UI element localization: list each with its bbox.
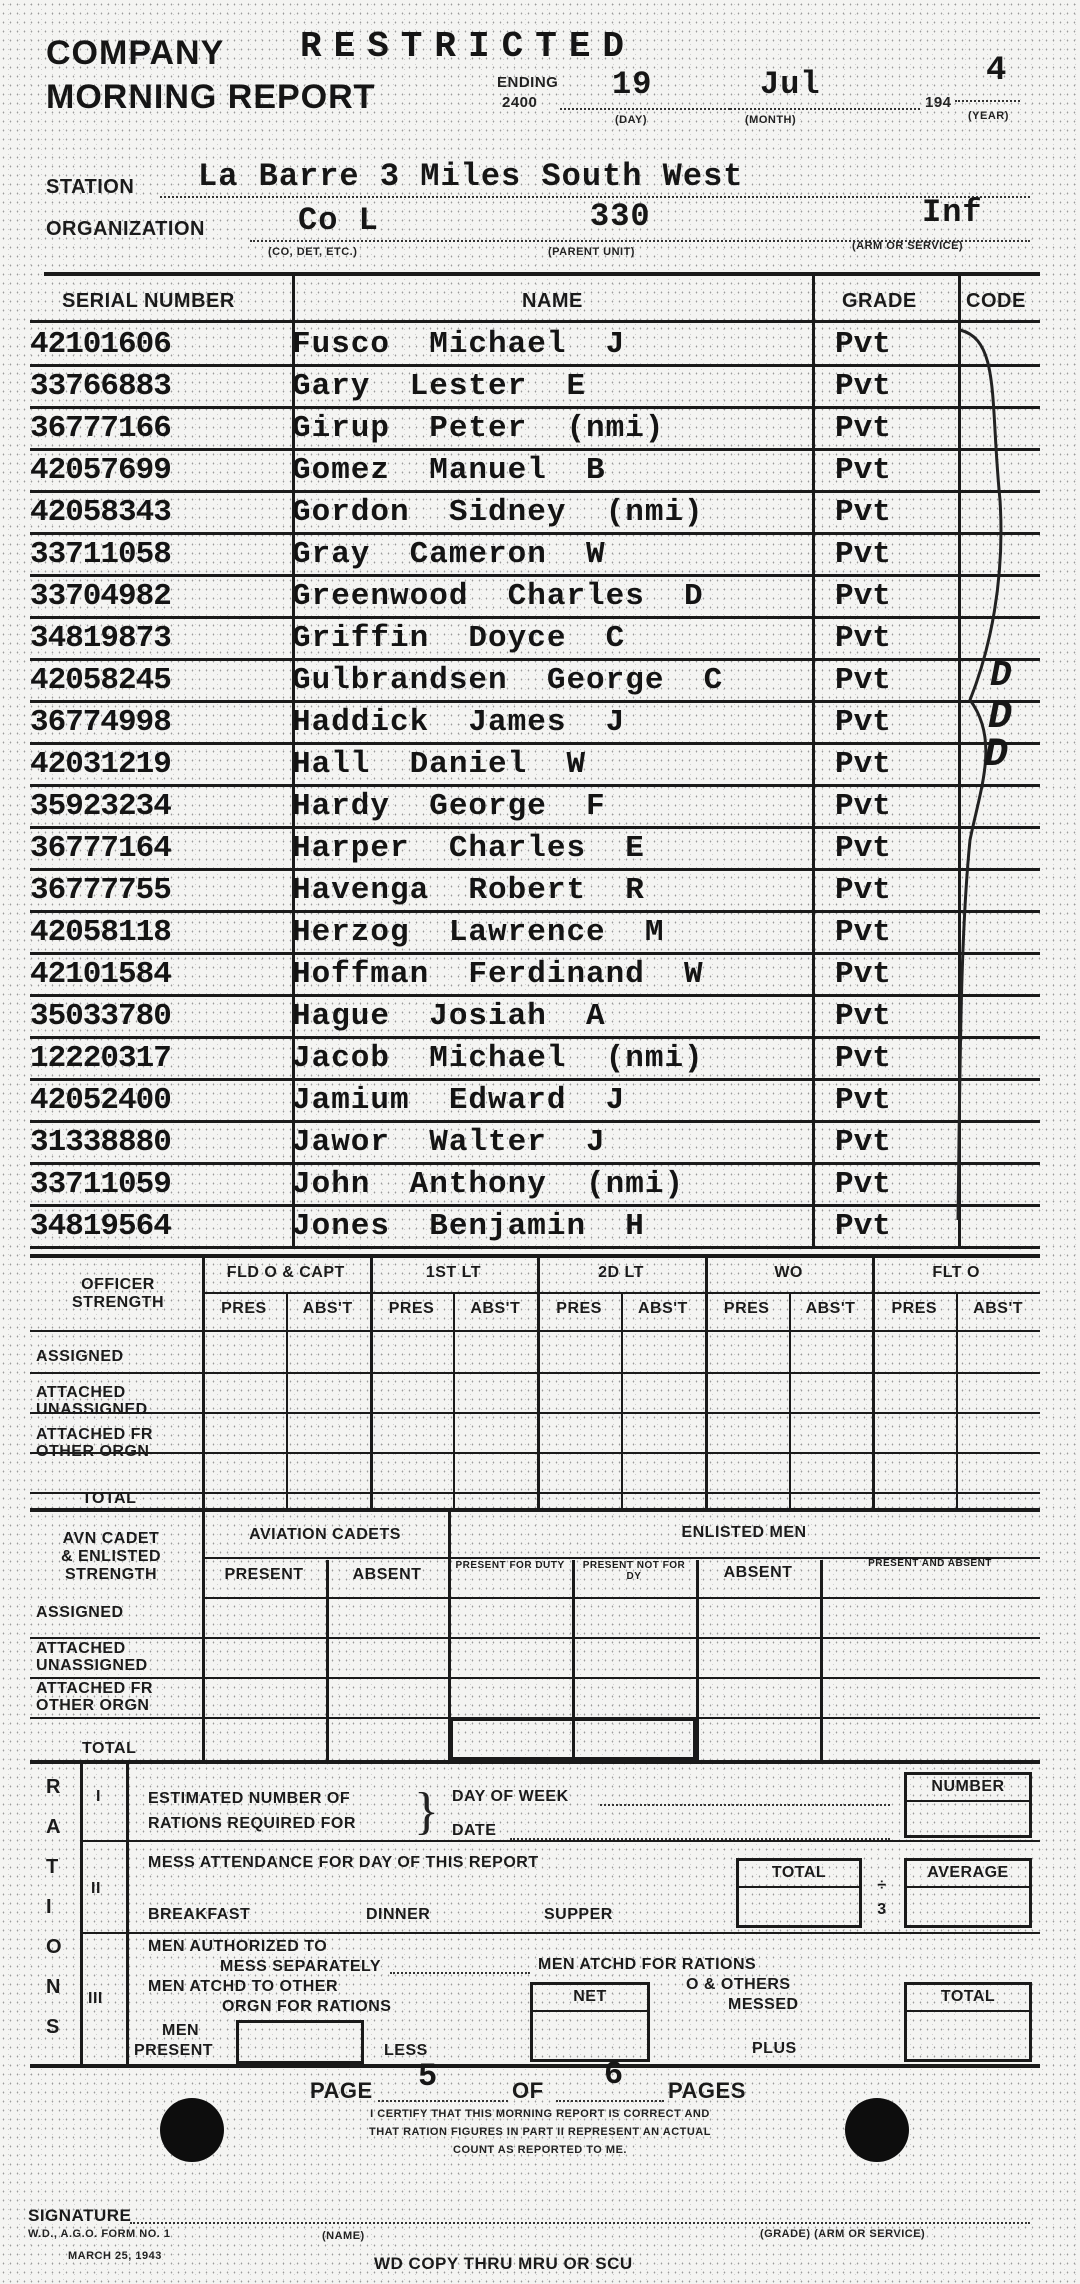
roster-grade: Pvt <box>835 453 891 488</box>
net-label: NET <box>573 1988 607 2005</box>
rations-side-letter: S <box>46 2016 60 2038</box>
roster-serial: 42052400 <box>30 1083 171 1118</box>
roster-name: Jacob Michael (nmi) <box>292 1041 704 1076</box>
mess-attendance-label: MESS ATTENDANCE FOR DAY OF THIS REPORT <box>148 1854 539 1871</box>
roster-row <box>30 1207 1040 1249</box>
roster-row <box>30 619 1040 661</box>
roster-serial: 33711059 <box>30 1167 171 1202</box>
roster-name: Harper Charles E <box>292 831 645 866</box>
certify-line-2: THAT RATION FIGURES IN PART II REPRESENT AN ACTUAL <box>369 2126 711 2138</box>
present-and-absent-label: PRESENT AND ABSENT <box>868 1558 992 1569</box>
roster-serial: 42101584 <box>30 957 171 992</box>
name-caption: (NAME) <box>322 2230 365 2242</box>
present-for-duty-label: PRESENT FOR DUTY <box>455 1560 565 1571</box>
officer-present-label: PRES <box>723 1300 770 1317</box>
roster-grade: Pvt <box>835 789 891 824</box>
organization-unit: Co L <box>298 202 379 239</box>
cadet-present-label: PRESENT <box>224 1566 304 1583</box>
roster-serial: 33711058 <box>30 537 171 572</box>
grade-arm-caption: (GRADE) (ARM OR SERVICE) <box>760 2228 926 2240</box>
roster-row <box>30 997 1040 1039</box>
certify-line-3: COUNT AS REPORTED TO ME. <box>453 2144 627 2156</box>
rations-side-letter: A <box>46 1816 61 1838</box>
unit-caption: (CO, DET, ETC.) <box>268 246 358 258</box>
roster-grade: Pvt <box>835 1041 891 1076</box>
roster-grade: Pvt <box>835 1083 891 1118</box>
roster-row <box>30 493 1040 535</box>
roster-serial: 36777755 <box>30 873 171 908</box>
roster-serial: 42057699 <box>30 453 171 488</box>
roster-row <box>30 367 1040 409</box>
messed-label: MESSED <box>728 1996 799 2013</box>
roster-serial: 34819564 <box>30 1209 171 1244</box>
cadet-absent-label: ABSENT <box>352 1566 422 1583</box>
roster-name: Gomez Manuel B <box>292 453 606 488</box>
roster-name: John Anthony (nmi) <box>292 1167 685 1202</box>
plus-label: PLUS <box>752 2040 797 2057</box>
roster-row <box>30 955 1040 997</box>
roster-grade: Pvt <box>835 957 891 992</box>
form-title-company: COMPANY <box>46 34 225 72</box>
enlisted-strength-title: AVN CADET & ENLISTED STRENGTH <box>60 1530 162 1583</box>
roster-serial: 12220317 <box>30 1041 171 1076</box>
officer-present-label: PRES <box>221 1300 267 1317</box>
col-header-serial: SERIAL NUMBER <box>62 290 235 312</box>
form-title-morning-report: MORNING REPORT <box>46 78 376 116</box>
total-rations-label: TOTAL <box>940 1988 996 2005</box>
roster-serial: 42101606 <box>30 327 171 362</box>
men-present-line1: MEN <box>162 2022 200 2039</box>
roster-grade: Pvt <box>835 1125 891 1160</box>
breakfast-label: BREAKFAST <box>148 1906 251 1923</box>
roster-grade: Pvt <box>835 999 891 1034</box>
enlisted-row-attached-unassigned: ATTACHED UNASSIGNED <box>36 1640 148 1674</box>
roster-name: Herzog Lawrence M <box>292 915 665 950</box>
officer-row-attached-unassigned: ATTACHED UNASSIGNED <box>36 1384 148 1418</box>
code-mark-3: D <box>984 733 1010 778</box>
officer-present-label: PRES <box>388 1300 435 1317</box>
rations-side-letter: N <box>46 1976 61 1998</box>
roster-row <box>30 451 1040 493</box>
roster-grade: Pvt <box>835 537 891 572</box>
rations-side-letter: O <box>46 1936 63 1958</box>
officer-absent-label: ABS'T <box>302 1300 353 1317</box>
dinner-label: DINNER <box>366 1906 431 1923</box>
roster-name: Hoffman Ferdinand W <box>292 957 704 992</box>
roster-name: Gray Cameron W <box>292 537 606 572</box>
certify-line-1: I CERTIFY THAT THIS MORNING REPORT IS CORRECT AND <box>370 2108 710 2120</box>
total-pages-number: 6 <box>604 2056 625 2093</box>
roster-serial: 31338880 <box>30 1125 171 1160</box>
form-date: MARCH 25, 1943 <box>68 2250 162 2262</box>
parent-caption: (PARENT UNIT) <box>548 246 635 258</box>
report-year-digit: 4 <box>986 52 1008 90</box>
officer-present-label: PRES <box>556 1300 602 1317</box>
roster-name: Griffin Doyce C <box>292 621 626 656</box>
enlisted-absent-label: ABSENT <box>723 1564 793 1581</box>
station-value: La Barre 3 Miles South West <box>198 158 744 195</box>
enlisted-row-attached-other: ATTACHED FR OTHER ORGN <box>36 1680 153 1714</box>
organization-arm: Inf <box>922 194 983 231</box>
men-authorized-line1: MEN AUTHORIZED TO <box>148 1938 328 1955</box>
code-bracket-mark <box>930 320 1040 1250</box>
roster-serial: 42058245 <box>30 663 171 698</box>
rations-side-letter: T <box>46 1856 59 1878</box>
year-prefix: 194 <box>925 94 952 111</box>
average-label: AVERAGE <box>927 1864 1009 1881</box>
roster-name: Gary Lester E <box>292 369 587 404</box>
roster-row <box>30 535 1040 577</box>
binder-hole-left <box>160 2098 224 2162</box>
pages-label: PAGES <box>668 2078 746 2103</box>
o-and-others-label: O & OTHERS <box>686 1976 791 1993</box>
code-mark-2: D <box>988 695 1014 740</box>
roster-serial: 42058118 <box>30 915 171 950</box>
roster-grade: Pvt <box>835 327 891 362</box>
roster-name: Jones Benjamin H <box>292 1209 645 1244</box>
signature-label: SIGNATURE <box>28 2206 132 2225</box>
men-present-box <box>236 2020 364 2064</box>
roster-name: Gulbrandsen George C <box>292 663 724 698</box>
roster-serial: 42031219 <box>30 747 171 782</box>
restricted-stamp: RESTRICTED <box>300 26 637 67</box>
officer-row-total: TOTAL <box>82 1490 137 1507</box>
present-not-for-duty-label: PRESENT NOT FOR DY <box>582 1560 686 1582</box>
date-label: DATE <box>452 1822 497 1839</box>
roster-row <box>30 1039 1040 1081</box>
roster-grade: Pvt <box>835 1167 891 1202</box>
ending-label: ENDING <box>497 74 559 91</box>
officer-group-label: 1ST LT <box>425 1264 481 1281</box>
estimated-rations-line1: ESTIMATED NUMBER OF <box>148 1790 351 1807</box>
roster-row <box>30 829 1040 871</box>
roster-name: Gordon Sidney (nmi) <box>292 495 704 530</box>
roster-grade: Pvt <box>835 495 891 530</box>
roster-grade: Pvt <box>835 579 891 614</box>
roster-name: Hall Daniel W <box>292 747 587 782</box>
brace-icon: } <box>414 1783 439 1840</box>
rations-side-letter: I <box>46 1896 53 1918</box>
rations-side-letter: R <box>46 1776 61 1798</box>
col-header-code: CODE <box>966 290 1026 312</box>
roster-row <box>30 409 1040 451</box>
total-duty-box <box>450 1718 696 1760</box>
officer-absent-label: ABS'T <box>805 1300 856 1317</box>
month-caption: (MONTH) <box>745 114 797 126</box>
roster-row <box>30 745 1040 787</box>
enlisted-men-label: ENLISTED MEN <box>681 1524 807 1541</box>
roster-row <box>30 1081 1040 1123</box>
roster-grade: Pvt <box>835 747 891 782</box>
roster-grade: Pvt <box>835 831 891 866</box>
roster-grade: Pvt <box>835 663 891 698</box>
roster-grade: Pvt <box>835 873 891 908</box>
roster-row <box>30 913 1040 955</box>
col-header-name: NAME <box>522 290 583 312</box>
supper-label: SUPPER <box>544 1906 613 1923</box>
roster-row <box>30 787 1040 829</box>
binder-hole-right <box>845 2098 909 2162</box>
report-month: Jul <box>760 66 821 103</box>
officer-strength-title: OFFICER STRENGTH <box>72 1276 164 1311</box>
code-mark-1: D <box>990 655 1013 696</box>
station-label: STATION <box>46 176 135 198</box>
roster-serial: 33704982 <box>30 579 171 614</box>
officer-absent-label: ABS'T <box>973 1300 1024 1317</box>
enlisted-row-total: TOTAL <box>82 1740 137 1757</box>
year-caption: (YEAR) <box>968 110 1009 122</box>
number-label: NUMBER <box>931 1778 1005 1795</box>
aviation-cadets-label: AVIATION CADETS <box>249 1526 401 1543</box>
roster-name: Hardy George F <box>292 789 606 824</box>
roster-serial: 36777166 <box>30 411 171 446</box>
roster-name: Hague Josiah A <box>292 999 606 1034</box>
roster-name: Haddick James J <box>292 705 626 740</box>
ending-time: 2400 <box>502 94 538 111</box>
men-atchd-other-line1: MEN ATCHD TO OTHER <box>148 1978 339 1995</box>
roster-serial: 33766883 <box>30 369 171 404</box>
wd-copy-label: WD COPY THRU MRU OR SCU <box>374 2254 633 2273</box>
officer-group-label: FLD O & CAPT <box>226 1264 345 1281</box>
roster-row <box>30 871 1040 913</box>
enlisted-row-assigned: ASSIGNED <box>36 1604 124 1621</box>
roster-serial: 35923234 <box>30 789 171 824</box>
roster-row <box>30 577 1040 619</box>
roster-serial: 35033780 <box>30 999 171 1034</box>
men-atchd-rations-label: MEN ATCHD FOR RATIONS <box>538 1956 757 1973</box>
day-of-week-label: DAY OF WEEK <box>452 1788 569 1805</box>
officer-absent-label: ABS'T <box>637 1300 688 1317</box>
roster-grade: Pvt <box>835 369 891 404</box>
officer-group-label: 2D LT <box>598 1264 644 1281</box>
ration-roman-3: III <box>88 1990 103 2007</box>
organization-parent: 330 <box>590 198 651 235</box>
roster-name: Jawor Walter J <box>292 1125 606 1160</box>
roster-row <box>30 325 1040 367</box>
men-authorized-line2: MESS SEPARATELY <box>220 1958 382 1975</box>
page-number: 5 <box>418 2058 439 2095</box>
roster-name: Girup Peter (nmi) <box>292 411 665 446</box>
mess-total-label: TOTAL <box>771 1864 827 1881</box>
roster-name: Fusco Michael J <box>292 327 626 362</box>
day-caption: (DAY) <box>615 114 648 126</box>
of-label: OF <box>512 2078 544 2103</box>
less-label: LESS <box>384 2042 428 2059</box>
roster-name: Greenwood Charles D <box>292 579 704 614</box>
officer-group-label: FLT O <box>932 1264 980 1281</box>
officer-row-assigned: ASSIGNED <box>36 1348 124 1365</box>
roster-grade: Pvt <box>835 411 891 446</box>
arm-caption: (ARM OR SERVICE) <box>852 240 964 252</box>
roster-grade: Pvt <box>835 915 891 950</box>
officer-present-label: PRES <box>891 1300 938 1317</box>
form-number: W.D., A.G.O. FORM NO. 1 <box>28 2228 171 2240</box>
ration-roman-1: I <box>96 1788 101 1805</box>
col-header-grade: GRADE <box>842 290 917 312</box>
officer-group-label: WO <box>774 1264 803 1281</box>
roster-grade: Pvt <box>835 1209 891 1244</box>
officer-absent-label: ABS'T <box>470 1300 521 1317</box>
roster-serial: 36777164 <box>30 831 171 866</box>
roster-serial: 34819873 <box>30 621 171 656</box>
roster-row <box>30 1123 1040 1165</box>
roster-name: Havenga Robert R <box>292 873 645 908</box>
organization-label: ORGANIZATION <box>46 218 205 240</box>
men-present-line2: PRESENT <box>134 2042 214 2059</box>
roster-serial: 36774998 <box>30 705 171 740</box>
roster-name: Jamium Edward J <box>292 1083 626 1118</box>
roster-grade: Pvt <box>835 621 891 656</box>
roster-row <box>30 703 1040 745</box>
roster-row <box>30 661 1040 703</box>
page-label: PAGE <box>310 2078 373 2103</box>
ration-roman-2: II <box>91 1880 101 1897</box>
roster-grade: Pvt <box>835 705 891 740</box>
men-atchd-other-line2: ORGN FOR RATIONS <box>222 1998 392 2015</box>
roster-row <box>30 1165 1040 1207</box>
divide-by-three: ÷ 3 <box>877 1877 887 1918</box>
officer-row-attached-other: ATTACHED FR OTHER ORGN <box>36 1426 153 1460</box>
report-day: 19 <box>612 66 653 103</box>
estimated-rations-line2: RATIONS REQUIRED FOR <box>148 1815 356 1832</box>
roster-serial: 42058343 <box>30 495 171 530</box>
